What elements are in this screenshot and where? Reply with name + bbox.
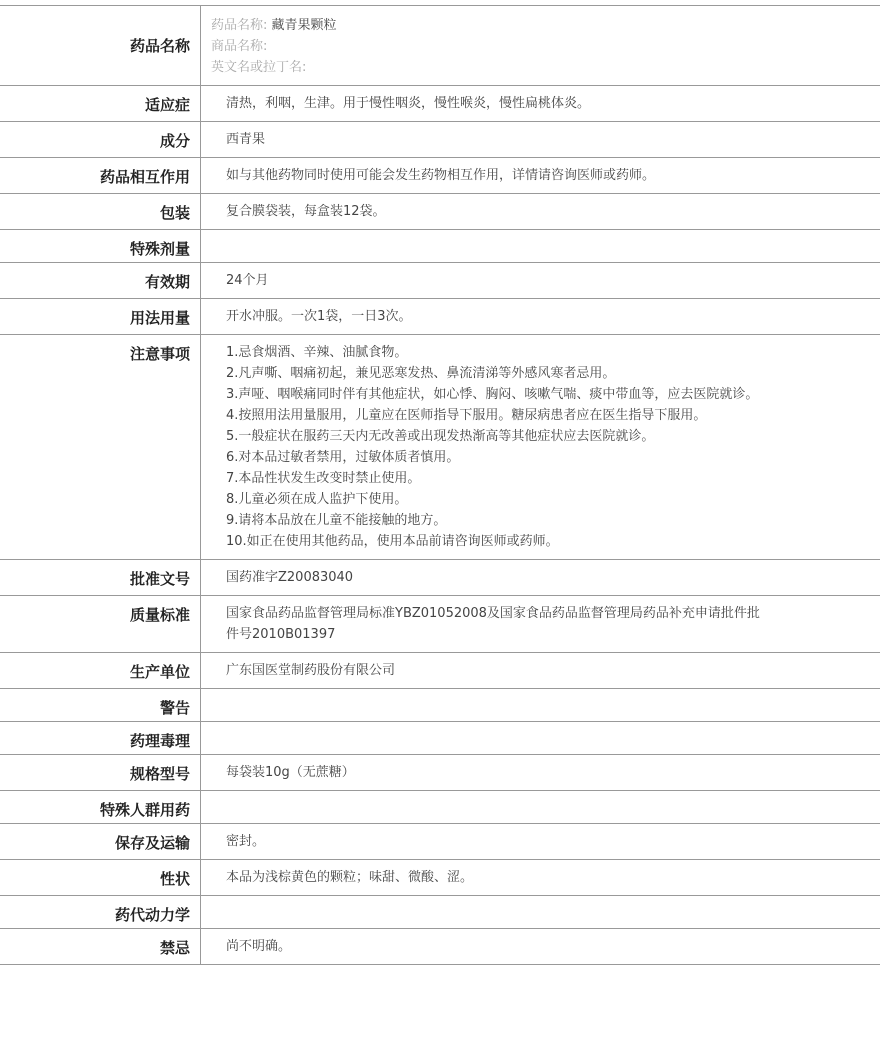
row-label: 保存及运输	[0, 824, 201, 860]
row-value	[201, 755, 880, 791]
generic-name-value: 藏青果颗粒	[271, 18, 337, 33]
info-row	[0, 791, 880, 824]
row-label: 注意事项	[0, 335, 201, 560]
row-value-line: 2.凡声嘶、咽痛初起，兼见恶寒发热、鼻流清涕等外感风寒者忌用。	[226, 366, 616, 381]
info-row	[0, 194, 880, 230]
row-value-line: 8.儿童必须在成人监护下使用。	[226, 492, 408, 507]
row-value	[201, 230, 880, 263]
row-value-line: 1.忌食烟酒、辛辣、油腻食物。	[226, 345, 408, 360]
row-label: 警告	[0, 689, 201, 722]
row-value-line: 尚不明确。	[226, 939, 292, 954]
row-drug-name	[0, 6, 880, 86]
row-label: 药代动力学	[0, 896, 201, 929]
info-row	[0, 230, 880, 263]
drug-name-cell	[201, 6, 880, 86]
row-value-line: 9.请将本品放在儿童不能接触的地方。	[226, 513, 447, 528]
trade-name-line	[211, 36, 870, 57]
info-row	[0, 755, 880, 791]
info-row	[0, 929, 880, 965]
row-value-line: 24个月	[226, 273, 269, 288]
info-row	[0, 560, 880, 596]
row-value	[201, 86, 880, 122]
row-value	[201, 560, 880, 596]
info-row	[0, 86, 880, 122]
row-value-line: 复合膜袋装，每盒装12袋。	[226, 204, 386, 219]
row-value	[201, 860, 880, 896]
english-name-line	[211, 57, 870, 78]
row-value-line: 广东国医堂制药股份有限公司	[226, 663, 396, 678]
info-row	[0, 824, 880, 860]
row-label: 用法用量	[0, 299, 201, 335]
row-label: 适应症	[0, 86, 201, 122]
info-row	[0, 860, 880, 896]
row-value-line: 4.按照用法用量服用，儿童应在医师指导下服用。糖尿病患者应在医生指导下服用。	[226, 408, 707, 423]
row-value	[201, 929, 880, 965]
row-value-line: 10.如正在使用其他药品，使用本品前请咨询医师或药师。	[226, 534, 559, 549]
info-row	[0, 335, 880, 560]
trade-name-label: 商品名称:	[211, 39, 268, 54]
row-value	[201, 335, 880, 560]
row-value	[201, 791, 880, 824]
row-value-line: 7.本品性状发生改变时禁止使用。	[226, 471, 421, 486]
info-row	[0, 896, 880, 929]
row-value	[201, 158, 880, 194]
row-value-line: 国药准字Z20083040	[226, 570, 354, 585]
generic-name-line	[211, 15, 870, 36]
row-label: 包装	[0, 194, 201, 230]
row-value-line: 清热，利咽，生津。用于慢性咽炎，慢性喉炎，慢性扁桃体炎。	[226, 96, 591, 111]
row-label: 成分	[0, 122, 201, 158]
row-value-line: 国家食品药品监督管理局标准YBZ01052008及国家食品药品监督管理局药品补充申请批件批件号2010B01397	[226, 606, 760, 642]
row-value	[201, 596, 880, 653]
info-row	[0, 653, 880, 689]
row-label: 药品名称	[0, 6, 201, 86]
info-row	[0, 689, 880, 722]
row-value	[201, 824, 880, 860]
row-value	[201, 263, 880, 299]
generic-name-label: 药品名称:	[211, 18, 268, 33]
row-label: 生产单位	[0, 653, 201, 689]
info-row	[0, 122, 880, 158]
row-value	[201, 299, 880, 335]
row-label: 规格型号	[0, 755, 201, 791]
drug-info-sheet	[0, 5, 880, 965]
row-value	[201, 689, 880, 722]
row-value	[201, 722, 880, 755]
row-label: 药理毒理	[0, 722, 201, 755]
row-label: 药品相互作用	[0, 158, 201, 194]
row-label: 特殊剂量	[0, 230, 201, 263]
row-value-line: 每袋装10g（无蔗糖）	[226, 765, 355, 780]
row-value	[201, 122, 880, 158]
info-row	[0, 158, 880, 194]
row-value-line: 5.一般症状在服药三天内无改善或出现发热渐高等其他症状应去医院就诊。	[226, 429, 655, 444]
info-row	[0, 722, 880, 755]
info-row	[0, 596, 880, 653]
row-value	[201, 896, 880, 929]
english-name-label: 英文名或拉丁名:	[211, 60, 307, 75]
row-value-line: 3.声哑、咽喉痛同时伴有其他症状，如心悸、胸闷、咳嗽气喘、痰中带血等，应去医院就诊。	[226, 387, 759, 402]
row-value	[201, 653, 880, 689]
row-value	[201, 194, 880, 230]
row-label: 特殊人群用药	[0, 791, 201, 824]
row-value-line: 6.对本品过敏者禁用，过敏体质者慎用。	[226, 450, 460, 465]
info-row	[0, 299, 880, 335]
row-value-line: 西青果	[226, 132, 266, 147]
row-value-line: 本品为浅棕黄色的颗粒；味甜、微酸、涩。	[226, 870, 474, 885]
row-label: 禁忌	[0, 929, 201, 965]
info-row	[0, 263, 880, 299]
row-label: 批准文号	[0, 560, 201, 596]
row-value-line: 开水冲服。一次1袋，一日3次。	[226, 309, 412, 324]
row-value-line: 如与其他药物同时使用可能会发生药物相互作用，详情请咨询医师或药师。	[226, 168, 656, 183]
row-value-line: 密封。	[226, 834, 266, 849]
row-label: 性状	[0, 860, 201, 896]
drug-info-table	[0, 5, 880, 965]
row-label: 质量标准	[0, 596, 201, 653]
row-label: 有效期	[0, 263, 201, 299]
